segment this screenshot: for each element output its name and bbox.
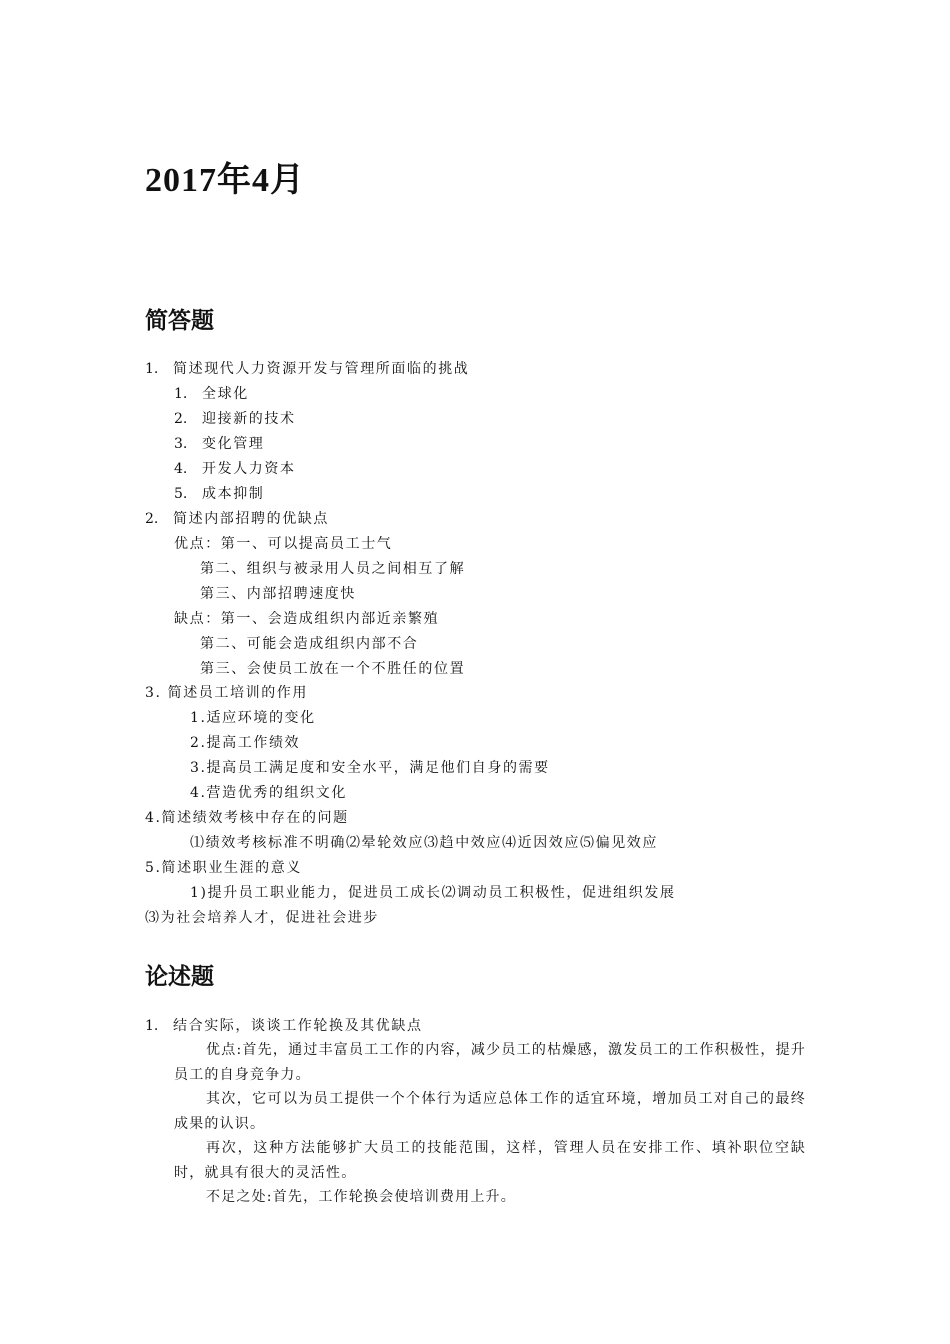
question-number: 1. xyxy=(145,1018,159,1034)
question-text: 结合实际，谈谈工作轮换及其优缺点 xyxy=(173,1018,423,1034)
question-number: 2. xyxy=(145,511,159,527)
essay-paragraph: 优点:首先，通过丰富员工工作的内容，减少员工的枯燥感，激发员工的工作积极性，提升员工的自身竞争力。 xyxy=(174,1042,806,1083)
question-text: 简述现代人力资源开发与管理所面临的挑战 xyxy=(173,361,470,377)
item-number: 3. xyxy=(174,436,188,452)
answer-line: 优点：第一、可以提高员工士气 xyxy=(174,536,393,552)
list-item xyxy=(174,484,264,504)
answer-line: 第二、可能会造成组织内部不合 xyxy=(200,636,419,652)
question-5: 5.简述职业生涯的意义 xyxy=(145,860,302,876)
answer-line: 第二、组织与被录用人员之间相互了解 xyxy=(200,561,466,577)
question-2 xyxy=(145,509,329,529)
answer-line: ⑶为社会培养人才，促进社会进步 xyxy=(145,910,379,926)
list-item xyxy=(174,384,249,404)
question-1 xyxy=(145,359,469,379)
list-item: 4.营造优秀的组织文化 xyxy=(190,785,347,801)
list-item: 2.提高工作绩效 xyxy=(190,735,301,751)
essay-heading: 论述题 xyxy=(145,963,214,990)
item-text: 迎接新的技术 xyxy=(202,411,296,427)
item-number: 1. xyxy=(174,386,188,402)
item-number: 5. xyxy=(174,486,188,502)
item-number: 2. xyxy=(174,411,188,427)
item-text: 变化管理 xyxy=(202,436,265,452)
list-item: 3.提高员工满足度和安全水平，满足他们自身的需要 xyxy=(190,760,550,776)
item-text: 成本抑制 xyxy=(202,486,265,502)
list-item: 1.适应环境的变化 xyxy=(190,710,316,726)
list-item xyxy=(174,434,264,454)
item-number: 4. xyxy=(174,461,188,477)
page-title: 2017年4月 xyxy=(145,162,305,199)
answer-line: 第三、内部招聘速度快 xyxy=(200,586,356,602)
answer-line: 第三、会使员工放在一个不胜任的位置 xyxy=(200,661,466,677)
essay-question-1 xyxy=(145,1016,423,1036)
short-answer-heading: 简答题 xyxy=(145,307,214,334)
question-3: 3. 简述员工培训的作用 xyxy=(145,685,309,701)
essay-paragraph: 不足之处:首先，工作轮换会使培训费用上升。 xyxy=(206,1189,516,1205)
answer-line: 1)提升员工职业能力，促进员工成长⑵调动员工积极性，促进组织发展 xyxy=(190,885,676,901)
essay-paragraph: 其次，它可以为员工提供一个个体行为适应总体工作的适宜环境，增加员工对自己的最终成果的认识。 xyxy=(174,1091,806,1132)
question-number: 1. xyxy=(145,361,159,377)
question-text: 简述内部招聘的优缺点 xyxy=(173,511,329,527)
list-item xyxy=(174,409,296,429)
essay-paragraph: 再次，这种方法能够扩大员工的技能范围，这样，管理人员在安排工作、填补职位空缺时，就具有很大的灵活性。 xyxy=(174,1140,806,1181)
answer-line: ⑴绩效考核标准不明确⑵晕轮效应⑶趋中效应⑷近因效应⑸偏见效应 xyxy=(190,835,658,851)
list-item xyxy=(174,459,296,479)
question-4: 4.简述绩效考核中存在的问题 xyxy=(145,810,349,826)
answer-line: 缺点：第一、会造成组织内部近亲繁殖 xyxy=(174,611,440,627)
item-text: 开发人力资本 xyxy=(202,461,296,477)
item-text: 全球化 xyxy=(202,386,249,402)
